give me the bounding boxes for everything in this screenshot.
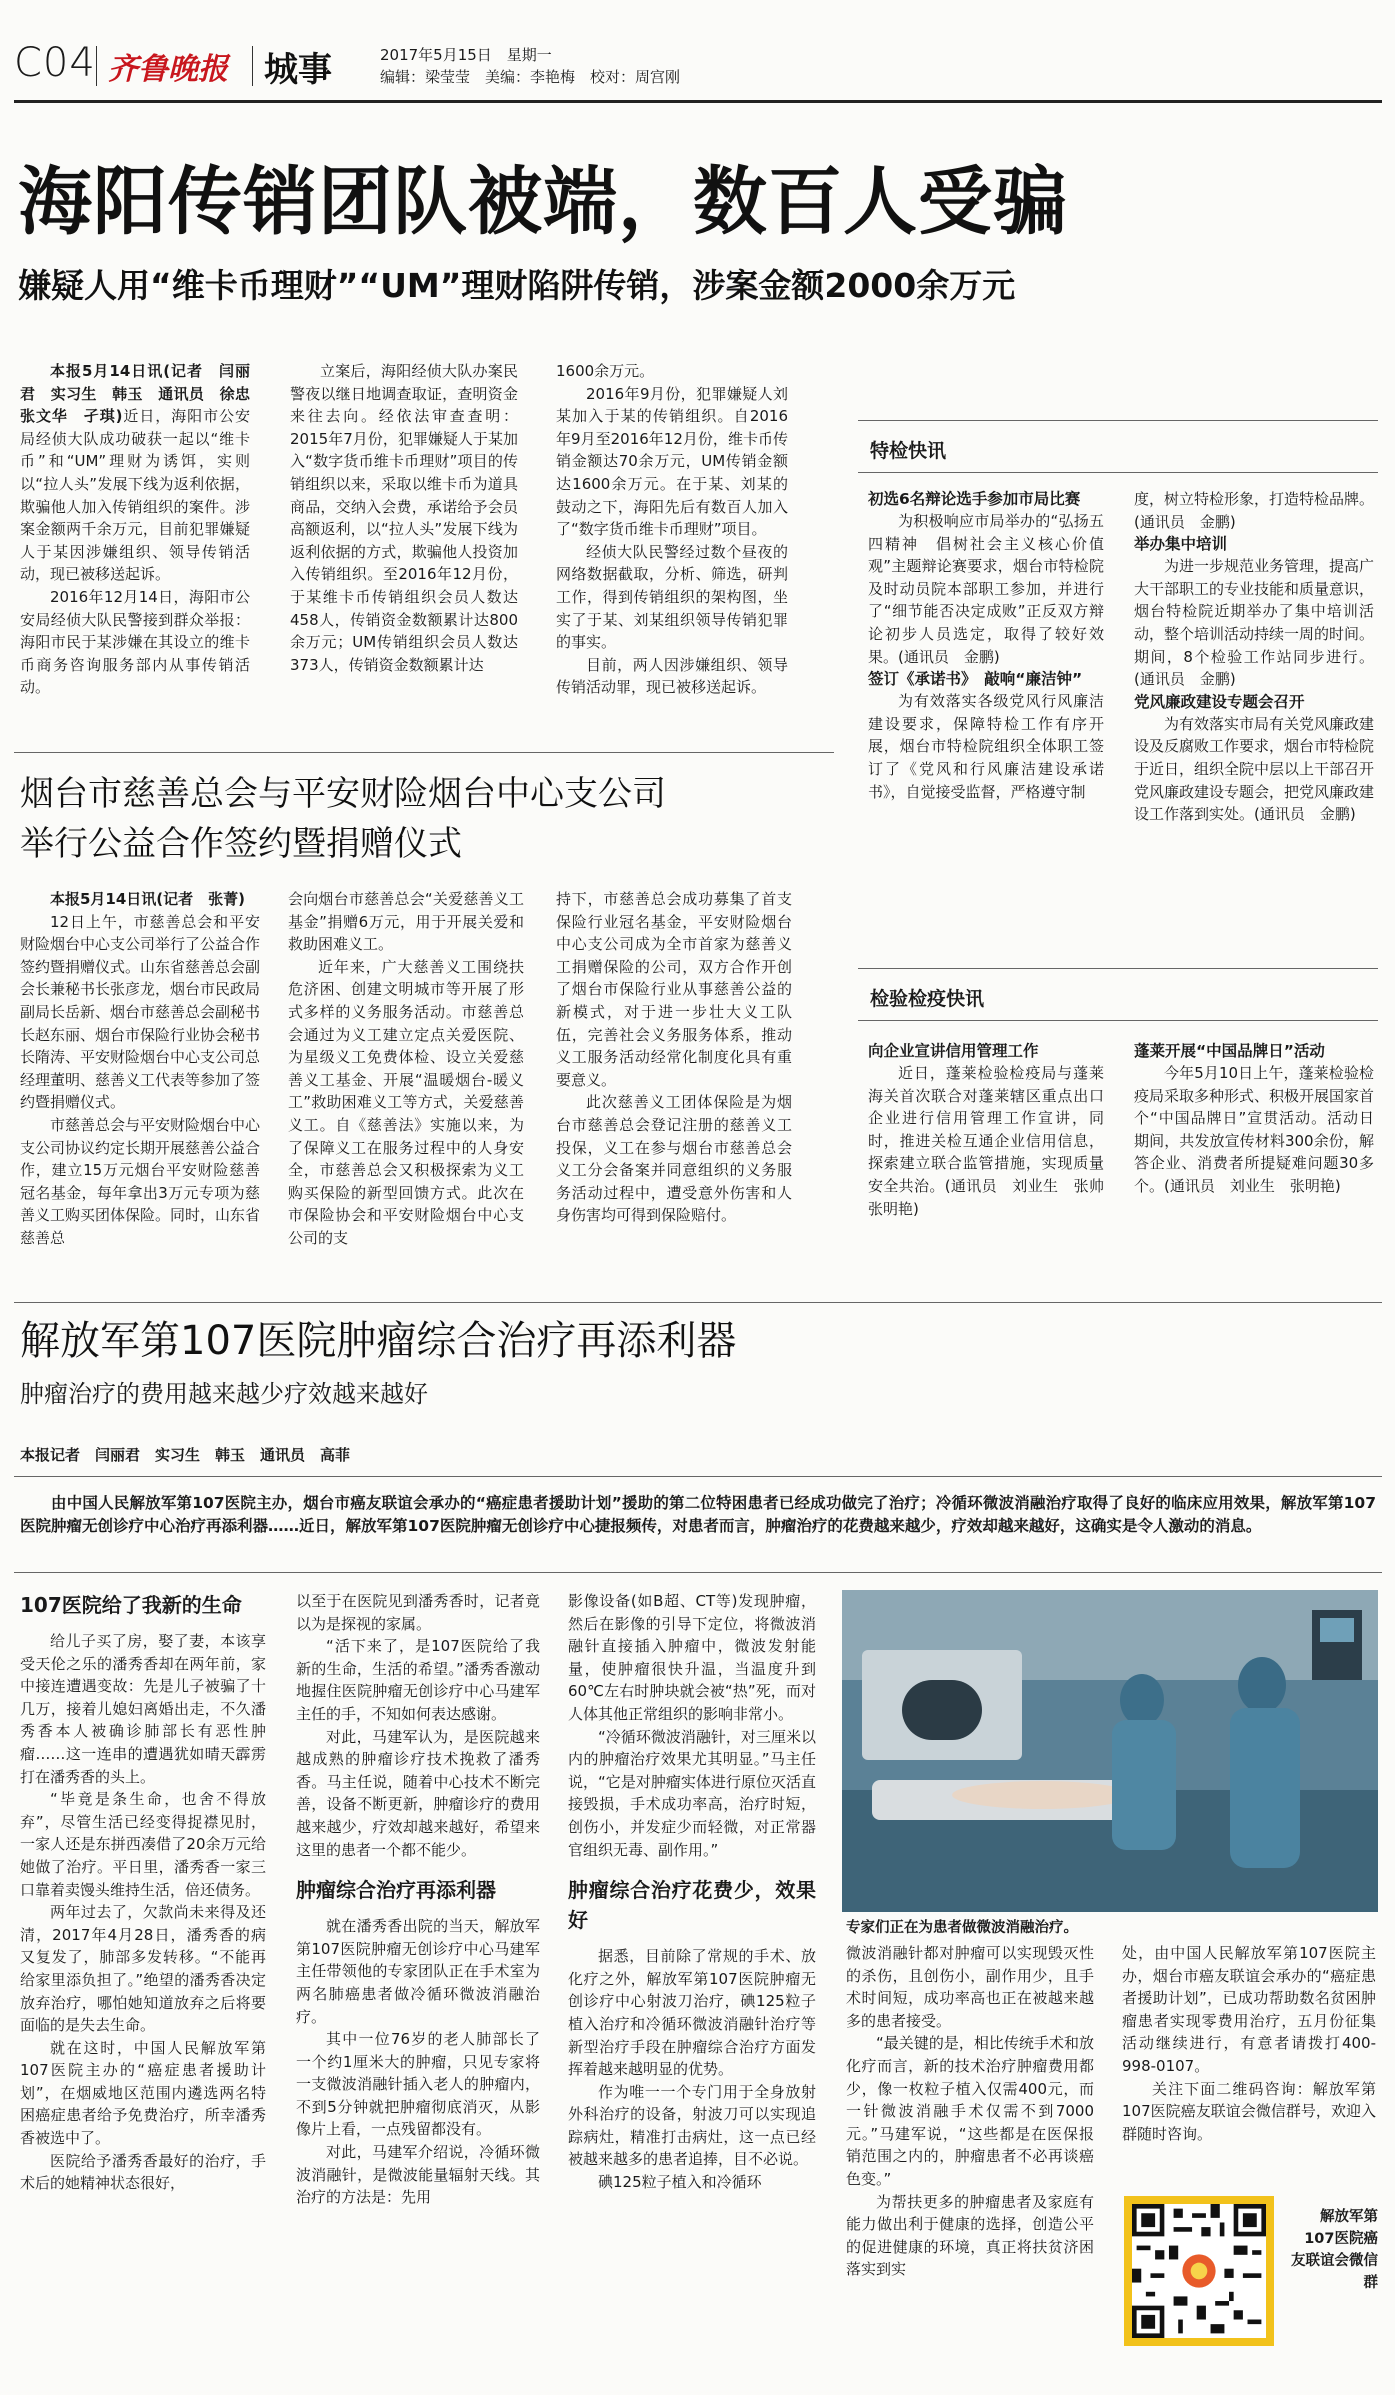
sidebar2-right	[1134, 1040, 1374, 1298]
story3-col1-p3: 两年过去了，欠款尚未来得及还清，2017年4月28日，潘秀香的病又复发了，肺部多发转移。“不能再给家里添负担了。”绝望的潘秀香决定放弃治疗，哪怕她知道放弃之后将要面临的是失去生命。	[20, 1903, 266, 2035]
news-photo-surgery	[842, 1590, 1378, 1912]
story3-col5-p1: 处，由中国人民解放军第107医院主办，烟台市癌友联谊会承办的“癌症患者援助计划”，已成功帮助数名贫困肿瘤患者实现零费用治疗，五月份征集活动继续进行，有意者请拨打400-998-0107。	[1122, 1944, 1376, 2075]
story3-headline: 解放军第107医院肿瘤综合治疗再添利器	[20, 1318, 737, 1364]
page-code: C04	[14, 40, 96, 86]
story2-col3	[556, 888, 792, 1288]
story2-headline-line1: 烟台市慈善总会与平安财险烟台中心支公司	[20, 774, 666, 814]
sidebar1-left	[868, 488, 1104, 938]
story2-byline: 本报5月14日讯(记者 张菁)	[50, 890, 246, 908]
story3-col2-p5: 其中一位76岁的老人肺部长了一个约1厘米大的肿瘤，只见专家将一支微波消融针插入老人的肿瘤内，不到5分钟就把肿瘤彻底消灭，从影像片上看，一点残留都没有。	[296, 2030, 540, 2139]
qr-code	[1124, 2196, 1274, 2346]
story2-col2-p2: 近年来，广大慈善义工围绕扶危济困、创建文明城市等开展了形式多样的义务服务活动。市慈善总会通过为义工建立定点关爱医院、为星级义工免费体检、设立关爱慈善义工基金、开展“温暖烟台-暖义工”救助困难义工等方式，关爱慈善义工。自《慈善法》实施以来，为了保障义工在服务过程中的人身安全，市慈善总会又积极探索为义工购买保险的新型回馈方式。此次在市保险协会和平安财险烟台中心支公司的支	[288, 957, 524, 1247]
story3-lead-text: 由中国人民解放军第107医院主办，烟台市癌友联谊会承办的“癌症患者援助计划”援助的第二位特困患者已经成功做完了治疗；冷循环微波消融治疗取得了良好的临床应用效果，解放军第107医院肿瘤无创诊疗中心治疗再添利器……近日，解放军第107医院肿瘤无创诊疗中心捷报频传，对患者而言，肿瘤治疗的花费越来越少，疗效却越来越好，这确实是令人激动的消息。	[20, 1494, 1376, 1535]
story1-col3-p1: 1600余万元。	[556, 362, 655, 380]
story1-col3-p3: 经侦大队民警经过数个昼夜的网络数据截取，分析、筛选，研判工作，得到传销组织的架构图，坐实了于某、刘某组织领导传销犯罪的事实。	[556, 542, 788, 652]
story2-col2	[288, 888, 524, 1288]
story3-col3-p1: 影像设备(如B超、CT等)发现肿瘤，然后在影像的引导下定位，将微波消融针直接插入肿瘤中，微波发射能量，使肿瘤很快升温，当温度升到60℃左右时肿块就会被“热”死，而对人体其他正常组织的影响非常小。	[568, 1592, 816, 1723]
story3-col3-p2: “冷循环微波消融针，对三厘米以内的肿瘤治疗效果尤其明显。”马主任说，“它是对肿瘤实体进行原位灭活直接毁损，手术成功率高，治疗时短，创伤小，并发症少而轻微，对正常器官组织无毒、副作用。”	[568, 1727, 816, 1859]
story3-col5-p2: 关注下面二维码咨询：解放军第107医院癌友联谊会微信群号，欢迎入群随时咨询。	[1122, 2079, 1376, 2143]
story3-col5	[1122, 1942, 1376, 2162]
sidebar1-right-p0: 度，树立特检形象，打造特检品牌。(通讯员 金鹏)	[1134, 490, 1375, 531]
story3-col3-p3: 据悉，目前除了常规的手术、放化疗之外，解放军第107医院肿瘤无创诊疗中心射波刀治疗，碘125粒子植入治疗和冷循环微波消融针治疗等新型治疗手段在肿瘤综合治疗方面发挥着越来越明显的优势。	[568, 1947, 816, 2079]
story3-col4-p2: “最关键的是，相比传统手术和放化疗而言，新的技术治疗肿瘤费用都少，像一枚粒子植入仅需400元，而一针微波消融手术仅需不到7000元。”马建军说，“这些都是在医保报销范围之内的，肿瘤患者不必再谈癌色变。”	[846, 2034, 1094, 2188]
story1-col1-p2: 2016年12月14日，海阳市公安局经侦大队民警接到群众举报：海阳市民于某涉嫌在其设立的维卡币商务咨询服务部内从事传销活动。	[20, 587, 250, 697]
story2-headline-line2: 举行公益合作签约暨捐赠仪式	[20, 824, 462, 864]
sidebar1-left-h2: 签订《承诺书》 敲响“廉洁钟”	[868, 670, 1083, 689]
story3-col1-p1: 给儿子买了房，娶了妻，本该享受天伦之乐的潘秀香却在两年前，家中接连遭遇变故：先是儿子被骗了十几万，接着儿媳妇离婚出走，不久潘秀香本人被确诊肺部长有恶性肿瘤……这一连串的遭遇犹如晴天霹雳打在潘秀香的头上。	[20, 1632, 266, 1786]
sidebar1-right-p1: 为进一步规范业务管理，提高广大干部职工的专业技能和质量意识，烟台特检院近期举办了集中培训活动，整个培训活动持续一周的时间。期间，8个检验工作站同步进行。(通讯员 金鹏)	[1134, 557, 1375, 689]
sidebar1-right-p2: 为有效落实市局有关党风廉政建设及反腐败工作要求，烟台市特检院于近日，组织全院中层以上干部召开党风廉政建设专题会，把党风廉政建设工作落到实处。(通讯员 金鹏)	[1134, 714, 1375, 824]
sidebar2-left-h1: 向企业宣讲信用管理工作	[868, 1042, 1039, 1060]
story1-headline: 海阳传销团队被端，数百人受骗	[18, 159, 1068, 245]
story3-col2-p6: 对此，马建军介绍说，冷循环微波消融针，是微波能量辐射天线。其治疗的方法是：先用	[296, 2143, 540, 2207]
story1-col3	[556, 360, 788, 725]
editors-line: 编辑：梁莹莹 美编：李艳梅 校对：周宫刚	[380, 68, 681, 86]
story3-subhead: 肿瘤治疗的费用越来越少疗效越来越好	[20, 1380, 428, 1408]
story1-col3-p4: 目前，两人因涉嫌组织、领导传销活动罪，现已被移送起诉。	[556, 655, 788, 697]
story3-col2-p1: 以至于在医院见到潘秀香时，记者竟以为是探视的家属。	[296, 1592, 540, 1633]
story1-col2	[290, 360, 518, 725]
story1-col1-p1: 近日，海阳市公安局经侦大队成功破获一起以“维卡币”和“UM”理财为诱饵，实则以“拉人头”发展下线为返利依据，欺骗他人加入传销组织的案件。涉案金额两千余万元，目前犯罪嫌疑人于某因涉嫌组织、领导传销活动，现已被移送起诉。	[20, 407, 250, 584]
story2-col2-p1: 会向烟台市慈善总会“关爱慈善义工基金”捐赠6万元，用于开展关爱和救助困难义工。	[288, 890, 524, 954]
story3-col3	[568, 1590, 816, 2385]
section-name: 城事	[264, 50, 332, 90]
story2-col1-p1: 12日上午，市慈善总会和平安财险烟台中心支公司举行了公益合作签约暨捐赠仪式。山东省慈善总会副会长兼秘书长张彦龙，烟台市民政局副局长岳新、烟台市慈善总会副秘书长赵东丽、烟台市保险行业协会秘书长隋涛、平安财险烟台中心支公司总经理董明、慈善义工代表等参加了签约暨捐赠仪式。	[20, 912, 261, 1112]
story2-col3-p2: 此次慈善义工团体保险是为烟台市慈善总会登记注册的慈善义工投保，义工在参与烟台市慈善总会义工分会备案并同意组织的义务服务活动过程中，遭受意外伤害和人身伤害均可得到保险赔付。	[556, 1093, 792, 1225]
photo-caption: 专家们正在为患者做微波消融治疗。	[846, 1920, 1078, 1936]
sidebar2-left	[868, 1040, 1120, 1298]
story3-col1-p2: “毕竟是条生命，也舍不得放弃”，尽管生活已经变得捉襟见肘，一家人还是东拼西凑借了20余万元给她做了治疗。平日里，潘秀香一家三口靠着卖馒头维持生活，倍还债务。	[20, 1790, 266, 1899]
story1-byline: 本报5月14日讯(记者 闫丽君 实习生 韩玉 通讯员 徐忠 张文华 孑琪)	[20, 362, 266, 426]
story3-col2-p3: 对此，马建军认为，是医院越来越成熟的肿瘤诊疗技术挽救了潘秀香。马主任说，随着中心技术不断完善，设备不断更新，肿瘤诊疗的费用越来越少，疗效却越来越好，希望来这里的患者一个都不能少。	[296, 1727, 540, 1859]
story3-byline: 本报记者 闫丽君 实习生 韩玉 通讯员 高菲	[20, 1446, 351, 1464]
sidebar2-left-p1: 近日，蓬莱检验检疫局与蓬莱海关首次联合对蓬莱辖区重点出口企业进行信用管理工作宣讲，同时，推进关检互通企业信用信息，探索建立联合监管措施，实现质量安全共治。(通讯员 刘业生 张帅 张明艳)	[868, 1064, 1120, 1218]
story3-col1	[20, 1590, 266, 2385]
story3-col4	[846, 1942, 1094, 2385]
sidebar1-left-h1: 初选6名辩论选手参加市局比赛	[868, 490, 1081, 508]
story1-col2-p1: 立案后，海阳经侦大队办案民警夜以继日地调查取证，查明资金来往去向。经依法审查查明：2015年7月份，犯罪嫌疑人于某加入“数字货币维卡币理财”项目的传销组织以来，采取以维卡币为道具商品，交纳入会费，承诺给予会员高额返利，以“拉人头”发展下线为返利依据的方式，欺骗他人投资加入传销组织。至2016年12月份，于某维卡币传销组织会员人数达458人，传销资金数额累计达800余万元；UM传销组织会员人数达373人，传销资金数额累计达	[290, 362, 518, 674]
sidebar1-left-p1: 为积极响应市局举办的“弘扬五四精神 倡树社会主义核心价值观”主题辩论赛要求，烟台市特检院及时动员院本部职工参加，并进行了“细节能否决定成败”正反双方辩论初步人员选定，取得了较好效果。(通讯员 金鹏)	[868, 512, 1104, 666]
story1-col3-p2: 2016年9月份，犯罪嫌疑人刘某加入于某的传销组织。自2016年9月至2016年12月份，维卡币传销金额达70余万元，UM传销金额达1600余万元。在于某、刘某的鼓动之下，海阳先后有数百人加入了“数字货币维卡币理财”项目。	[556, 384, 788, 539]
story1-col1	[20, 360, 266, 725]
qr-caption: 解放军第107医院癌友联谊会微信群	[1291, 2209, 1378, 2291]
sidebar1-title: 特检快讯	[870, 440, 947, 462]
story2-col1-p2: 市慈善总会与平安财险烟台中心支公司协议约定长期开展慈善公益合作，建立15万元烟台平安财险慈善冠名基金，每年拿出3万元专项为慈善义工购买团体保险。同时，山东省慈善总	[20, 1115, 261, 1247]
sidebar1-left-p2: 为有效落实各级党风行风廉洁建设要求，保障特检工作有序开展，烟台市特检院组织全体职工签订了《党风和行风廉洁建设承诺书》，自觉接受监督，严格遵守制	[868, 692, 1104, 801]
story3-col1-p5: 医院给予潘秀香最好的治疗，手术后的她精神状态很好，	[20, 2151, 266, 2193]
story3-subhead2: 肿瘤综合治疗再添利器	[296, 1878, 496, 1903]
story3-col3-p4: 作为唯一一个专门用于全身放射外科治疗的设备，射波刀可以实现追踪病灶，精准打击病灶，这一点已经被越来越多的患者追捧，目不必说。	[568, 2082, 816, 2169]
story3-col2-p2: “活下来了，是107医院给了我新的生命，生活的希望。”潘秀香激动地握住医院肿瘤无创诊疗中心马建军主任的手，不知如何表达感谢。	[296, 1637, 540, 1723]
story3-col3-p5: 碘125粒子植入和冷循环	[598, 2173, 762, 2192]
sidebar1-right-h2: 党风廉政建设专题会召开	[1134, 692, 1305, 711]
story3-col4-p3: 为帮扶更多的肿瘤患者及家庭有能力做出利于健康的选择，创造公平的促进健康的环境，真正将扶贫济困落实到实	[846, 2192, 1094, 2279]
sidebar2-right-h1: 蓬莱开展“中国品牌日”活动	[1134, 1042, 1325, 1060]
story3-subhead1: 107医院给了我新的生命	[20, 1593, 242, 1617]
sidebar2-right-p1: 今年5月10日上午，蓬莱检验检疫局采取多种形式、积极开展国家首个“中国品牌日”宣贯活动。活动日期间，共发放宣传材料300余份，解答企业、消费者所提疑难问题30多个。(通讯员 刘业生 张明艳)	[1134, 1064, 1375, 1195]
sidebar1-right-h1: 举办集中培训	[1134, 535, 1228, 554]
story3-col1-p4: 就在这时，中国人民解放军第107医院主办的“癌症患者援助计划”，在烟威地区范围内遴选两名特困癌症患者给予免费治疗，所幸潘秀香被选中了。	[20, 2038, 266, 2148]
sidebar1-right	[1134, 488, 1374, 938]
story1-subhead: 嫌疑人用“维卡币理财”“UM”理财陷阱传销，涉案金额2000余万元	[18, 266, 1016, 305]
story3-col2	[296, 1590, 540, 2385]
story2-col1	[20, 888, 260, 1288]
story3-col2-p4: 就在潘秀香出院的当天，解放军第107医院肿瘤无创诊疗中心马建军主任带领他的专家团队正在手术室为两名肺癌患者做冷循环微波消融治疗。	[296, 1917, 540, 2026]
story3-subhead3: 肿瘤综合治疗花费少，效果好	[568, 1878, 816, 1933]
story3-lead	[20, 1492, 1376, 1562]
sidebar2-title: 检验检疫快讯	[870, 988, 985, 1010]
story2-col3-p1: 持下，市慈善总会成功募集了首支保险行业冠名基金，平安财险烟台中心支公司成为全市首家为慈善义工捐赠保险的公司，双方合作开创了烟台市保险行业从事慈善公益的新模式，对于进一步壮大义工队伍，完善社会义务服务体系，推动义工服务活动经常化制度化具有重要意义。	[556, 890, 792, 1089]
date-line: 2017年5月15日 星期一	[380, 46, 552, 64]
paper-name-logo: 齐鲁晚报	[108, 52, 228, 87]
story3-col4-p1: 微波消融针都对肿瘤可以实现毁灭性的杀伤，且创伤小，副作用少，且手术时间短，成功率高也正在被越来越多的患者接受。	[846, 1944, 1094, 2030]
